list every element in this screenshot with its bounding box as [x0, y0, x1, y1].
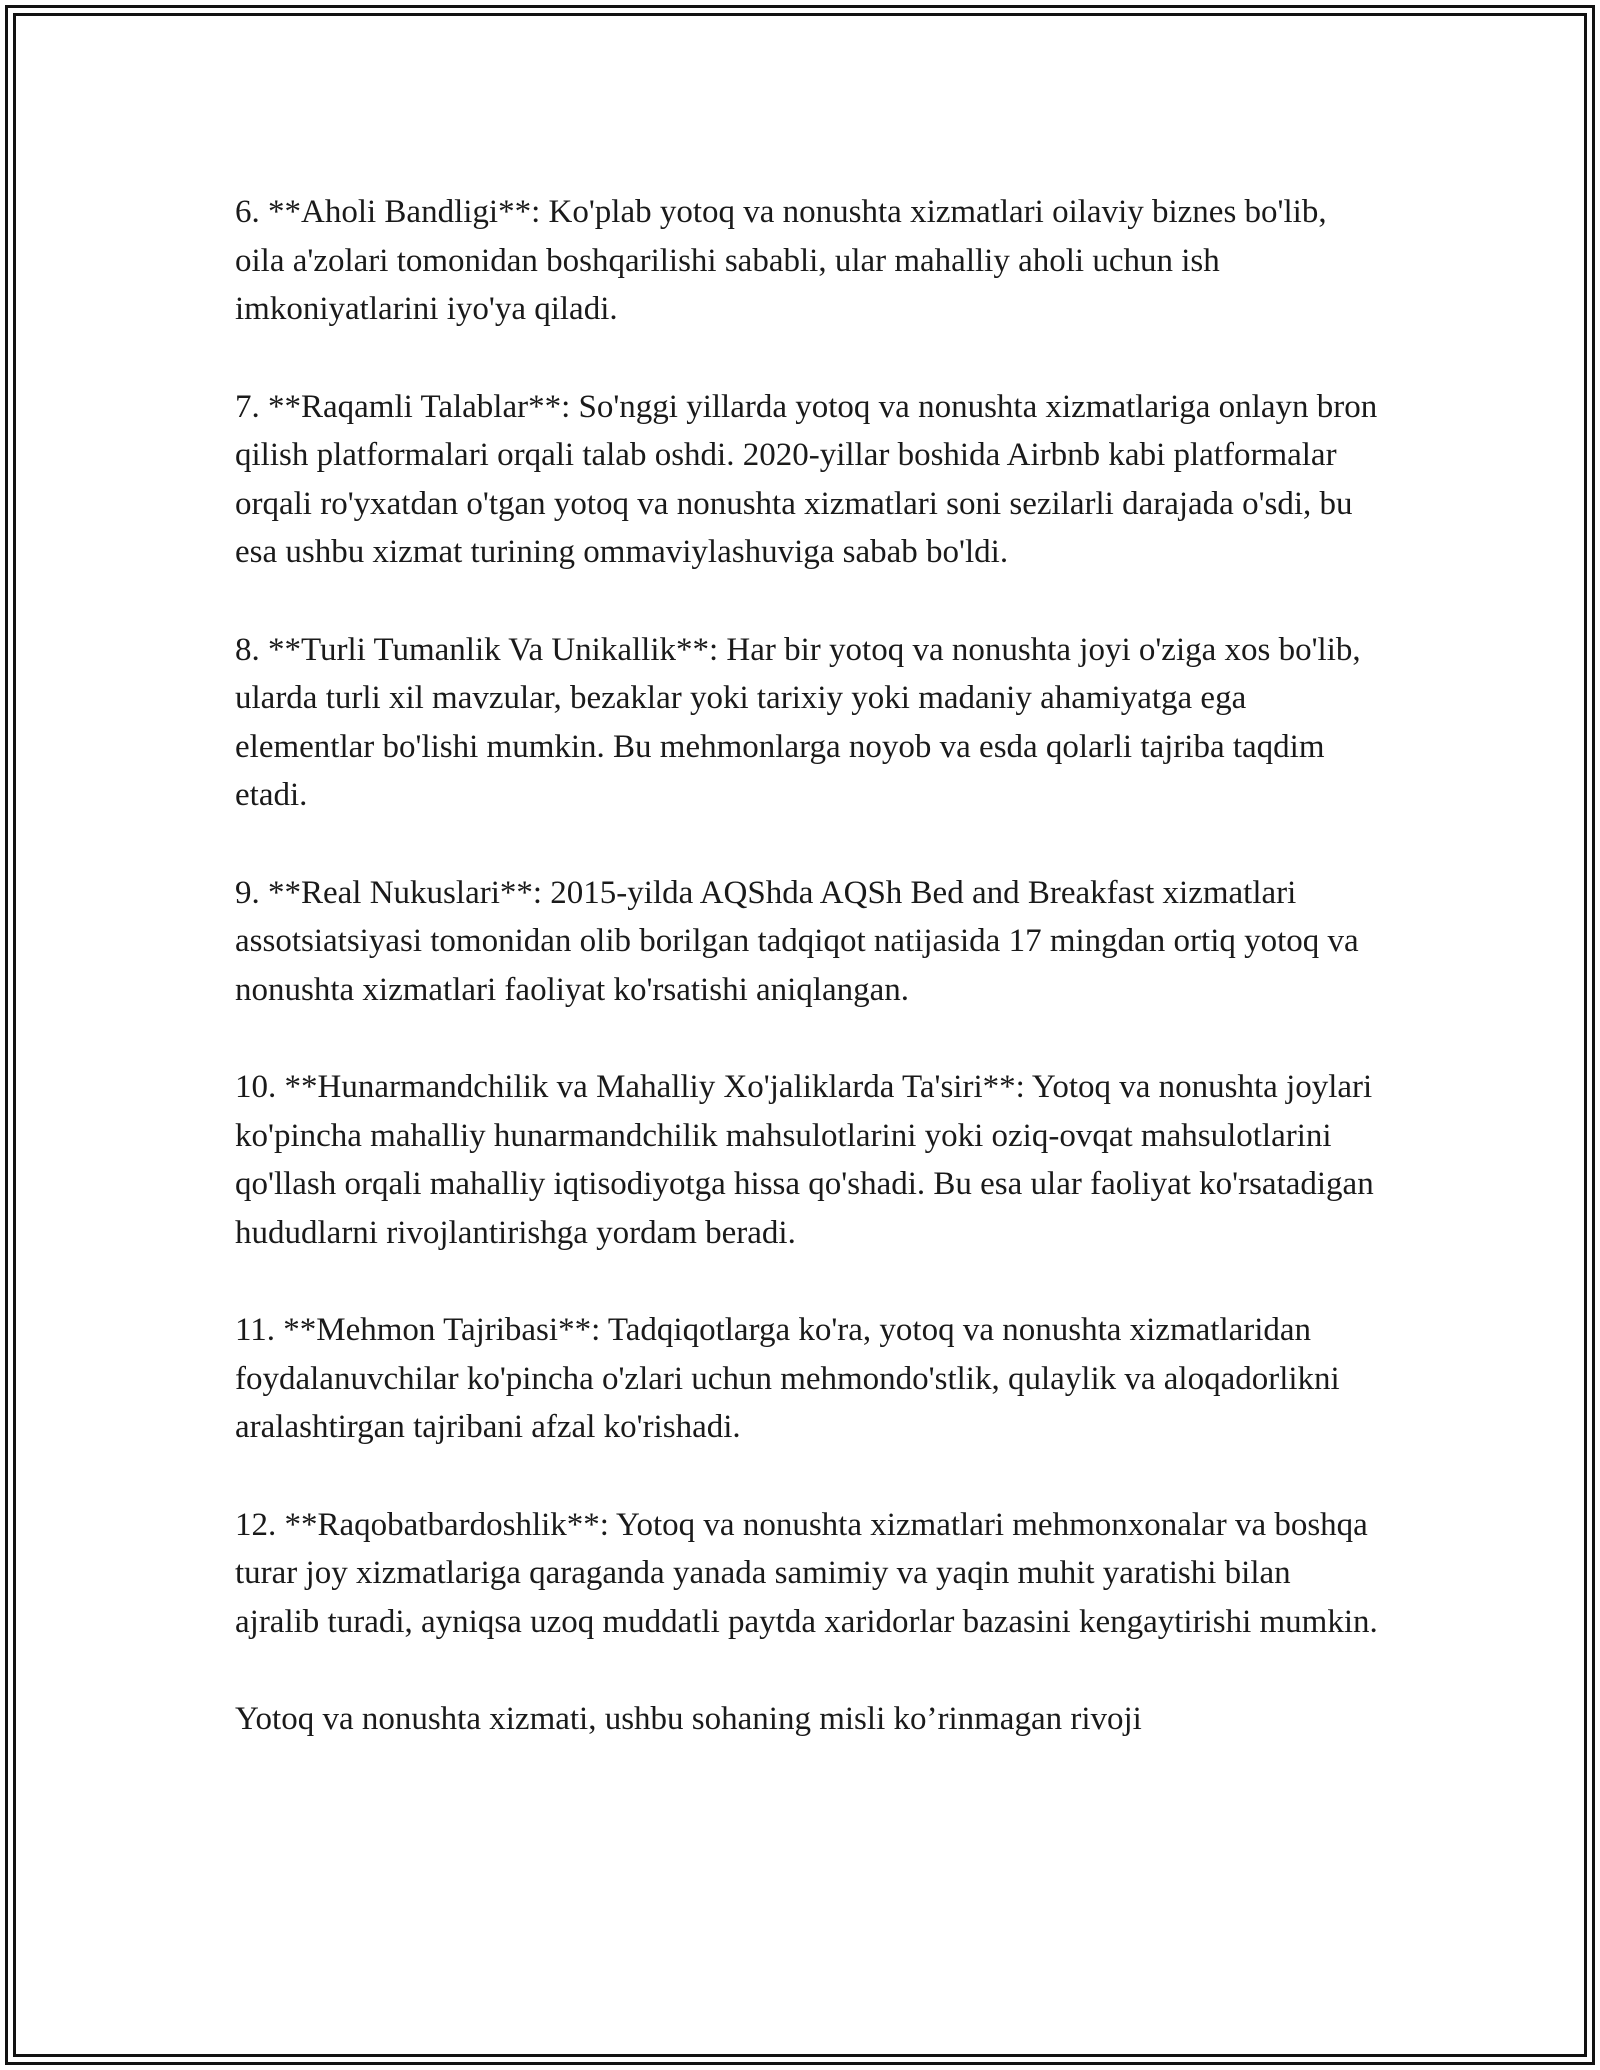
paragraph-mehmon-tajribasi: 11. **Mehmon Tajribasi**: Tadqiqotlarga ko'ra, yotoq va nonushta xizmatlaridan foydalanuvchilar ko'pincha o'zlari uchun mehmondo'stlik, qulaylik va aloqadorlikni aralashtirgan tajribani afzal ko'rishadi.: [235, 1312, 1340, 1445]
paragraph-real-nukuslari: 9. **Real Nukuslari**: 2015-yilda AQShda AQSh Bed and Breakfast xizmatlari assotsiatsiyasi tomonidan olib borilgan tadqiqot natijasida 17 mingdan ortiq yotoq va nonushta xizmatlari faoliyat ko'rsatishi aniqlangan.: [235, 874, 1359, 1008]
paragraph-raqobatbardoshlik: 12. **Raqobatbardoshlik**: Yotoq va nonushta xizmatlari mehmonxonalar va boshqa turar joy xizmatlariga qaraganda yanada samimiy va yaqin muhit yaratishi bilan ajralib turadi, ayniqsa uzoq muddatli paytda xaridorlar bazasini kengaytirishi mumkin.: [235, 1506, 1378, 1640]
document-body: [235, 188, 1380, 1793]
paragraph-hunarmandchilik: 10. **Hunarmandchilik va Mahalliy Xo'jaliklarda Ta'siri**: Yotoq va nonushta joylari ko'pincha mahalliy hunarmandchilik mahsulotlarini yoki oziq-ovqat mahsulotlarini qo'llash orqali mahalliy iqtisodiyotga hissa qo'shadi. Bu esa ular faoliyat ko'rsatadigan hududlarni rivojlantirishga yordam beradi.: [235, 1069, 1374, 1251]
paragraph-aholi-bandligi: 6. **Aholi Bandligi**: Ko'plab yotoq va nonushta xizmatlari oilaviy biznes bo'lib, oila a'zolari tomonidan boshqarilishi sababli, ular mahalliy aholi uchun ish imkoniyatlarini iyo'ya qiladi.: [235, 194, 1327, 327]
paragraph-closing: Yotoq va nonushta xizmati, ushbu sohaning misli ko’rinmagan rivoji: [235, 1701, 1142, 1737]
paragraph-raqamli-talablar: 7. **Raqamli Talablar**: So'nggi yillarda yotoq va nonushta xizmatlariga onlayn bron qilish platformalari orqali talab oshdi. 2020-yillar boshida Airbnb kabi platformalar orqali ro'yxatdan o'tgan yotoq va nonushta xizmatlari soni sezilarli darajada o'sdi, bu esa ushbu xizmat turining ommaviylashuviga sabab bo'ldi.: [235, 388, 1378, 570]
paragraph-turli-tumanlik: 8. **Turli Tumanlik Va Unikallik**: Har bir yotoq va nonushta joyi o'ziga xos bo'lib, ularda turli xil mavzular, bezaklar yoki tarixiy yoki madaniy ahamiyatga ega elementlar bo'lishi mumkin. Bu mehmonlarga noyob va esda qolarli tajriba taqdim etadi.: [235, 631, 1361, 813]
